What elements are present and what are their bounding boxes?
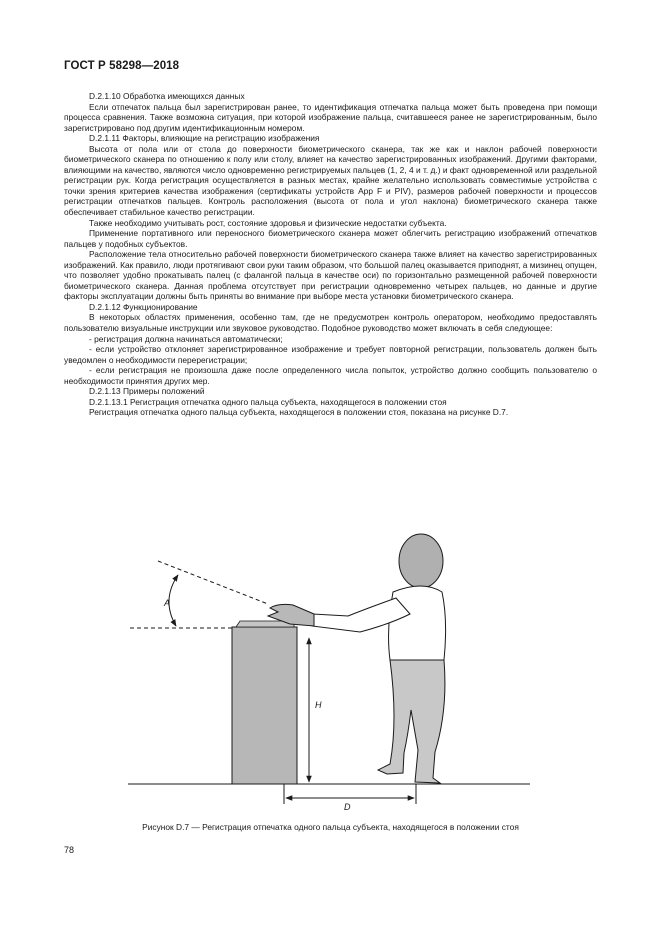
paragraph: Применение портативного или переносного биометрического сканера может облегчить регистрацию изображений отпечатков пальцев у подобных субъектов. bbox=[64, 228, 597, 249]
paragraph: Также необходимо учитывать рост, состояние здоровья и физические недостатки субъекта. bbox=[89, 217, 447, 228]
body-text bbox=[64, 91, 597, 418]
section-heading-d2113: D.2.1.13 Примеры положений bbox=[89, 386, 205, 397]
figure-d7-diagram bbox=[128, 520, 538, 820]
document-header: ГОСТ Р 58298—2018 bbox=[64, 60, 180, 72]
angle-label: A bbox=[164, 598, 171, 608]
figure-caption: Рисунок D.7 — Регистрация отпечатка одного пальца субъекта, находящегося в положении стоя bbox=[142, 822, 519, 832]
paragraph: Регистрация отпечатка одного пальца субъекта, находящегося в положении стоя, показана на рисунке D.7. bbox=[89, 407, 509, 418]
distance-label: D bbox=[344, 802, 351, 812]
tilt-line bbox=[158, 561, 268, 604]
paragraph: В некоторых областях применения, особенно там, где не предусмотрен контроль оператором, необходимо предоставлять пользователю визуальные инструкции или звуковое руководство. Подобное руководство может включать в себя следующее: bbox=[64, 312, 597, 334]
height-label: H bbox=[315, 700, 322, 710]
person-legs bbox=[378, 660, 445, 783]
person-torso bbox=[389, 586, 446, 660]
section-heading-d21131: D.2.1.13.1 Регистрация отпечатка одного пальца субъекта, находящегося в положении стоя bbox=[89, 396, 447, 407]
angle-arc bbox=[169, 575, 178, 626]
person-head bbox=[399, 534, 443, 588]
list-item: - регистрация должна начинаться автоматически; bbox=[89, 333, 283, 344]
section-heading-d2110: D.2.1.10 Обработка имеющихся данных bbox=[89, 91, 245, 101]
paragraph: Высота от пола или от стола до поверхности биометрического сканера, так же как и наклон рабочей поверхности биометрического сканера по отношению к полу или столу, влияет на качество зарегистрированных изображений. Другими факторами, влияющими на качество, являются число одновременно регистрируемых пальцев (1, 2, 4 и т. д.) и факт одновременной или раздельной регистрации рук. Когда регистрация осуществляется в разных местах, крайне желательно использовать совместимые устройства с точки зрения критериев качества изображения (сертификаты устройств App F и PIV), размеров рабочей поверхности и процессов регистрации отпечатков пальцев. Контроль расположения (высота от пола и угол наклона) биометрического сканера также обеспечивает стабильное качество регистрации. bbox=[64, 143, 597, 218]
scanner-stand bbox=[232, 627, 297, 784]
list-item: - если регистрация не произошла даже после определенного числа попыток, устройство должно сообщить пользователю о необходимости принятия других мер. bbox=[64, 365, 597, 386]
section-heading-d2111: D.2.1.11 Факторы, влияющие на регистрацию изображения bbox=[89, 133, 320, 144]
paragraph: Расположение тела относительно рабочей поверхности биометрического сканера также влияет на качество зарегистрированных изображений. Как правило, люди протягивают свои руки таким образом, что большой палец оказывается приподнят, а мизинец опущен, что позволяет удобно прокатывать палец (с фалангой пальца в качестве оси) по горизонтально размещенной рабочей поверхности биометрического сканера. Данная проблема отсутствует при регистрации одновременно четырех пальцев, но данные и другие факторы эксплуатации должны быть приняты во внимание при выборе места установки биометрического сканера. bbox=[64, 249, 597, 302]
page-number: 78 bbox=[64, 845, 75, 855]
section-heading-d2112: D.2.1.12 Функционирование bbox=[89, 301, 198, 312]
list-item: - если устройство отклоняет зарегистрированное изображение и требует повторной регистрации, пользователь должен быть уведомлен о необходимости перерегистрации; bbox=[64, 344, 597, 365]
paragraph: Если отпечаток пальца был зарегистрирован ранее, то идентификация отпечатка пальца может быть проведена при помощи процесса сравнения. Также возможна ситуация, при которой изображение пальца, считавшееся ранее не зарегистрированным, было зарегистрировано под другим идентификационным номером. bbox=[64, 101, 597, 133]
